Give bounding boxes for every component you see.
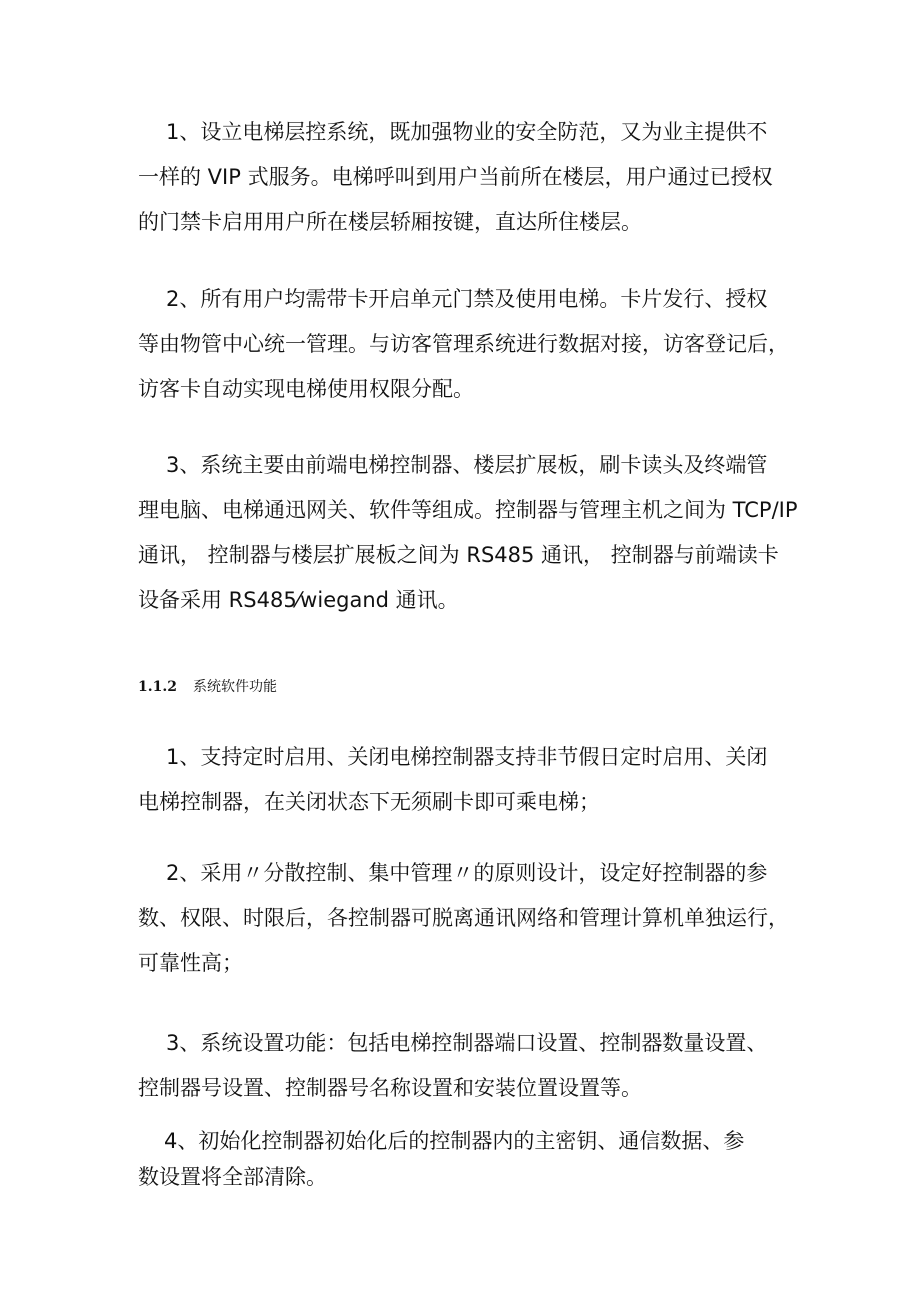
text-line: 等由物管中心统一管理。与访客管理系统进行数据对接，访客登记后， [138, 332, 789, 356]
text-line: 3、系统设置功能：包括电梯控制器端口设置、控制器数量设置、 [166, 1031, 768, 1055]
text-line: 电梯控制器，在关闭状态下无须刷卡即可乘电梯； [138, 790, 600, 814]
text-line: 1、设立电梯层控系统，既加强物业的安全防范，又为业主提供不 [166, 120, 768, 144]
text-line: 理电脑、电梯通迅网关、软件等组成。控制器与管理主机之间为 TCP/IP [138, 498, 798, 522]
text-line: 2、采用〃分散控制、集中管理〃的原则设计，设定好控制器的参 [166, 861, 768, 885]
paragraph-system-components [138, 443, 798, 623]
paragraph-distributed-control [138, 851, 798, 986]
text-line: 的门禁卡启用用户所在楼层轿厢按键，直达所住楼层。 [138, 210, 642, 234]
section-heading [138, 672, 277, 702]
text-line: 2、所有用户均需带卡开启单元门禁及使用电梯。卡片发行、授权 [166, 287, 768, 311]
text-line: 访客卡自动实现电梯使用权限分配。 [138, 377, 474, 401]
paragraph-floor-control [138, 110, 798, 245]
text-line: 数、权限、时限后，各控制器可脱离通讯网络和管理计算机单独运行， [138, 906, 789, 930]
text-line: 3、系统主要由前端电梯控制器、楼层扩展板，刷卡读头及终端管 [166, 453, 768, 477]
paragraph-system-settings [138, 1021, 798, 1111]
text-line: 设备采用 RS485⁄wiegand 通讯。 [138, 588, 459, 612]
text-line: 可靠性高； [138, 951, 243, 975]
text-line: 通讯， 控制器与楼层扩展板之间为 RS485 通讯， 控制器与前端读卡 [138, 543, 779, 567]
paragraph-timed-enable [138, 735, 798, 825]
section-title: 系统软件功能 [192, 679, 277, 695]
paragraph-initialization [138, 1123, 798, 1195]
text-line: 1、支持定时启用、关闭电梯控制器支持非节假日定时启用、关闭 [166, 745, 768, 769]
section-number: 1.1.2 [138, 679, 177, 695]
paragraph-card-access [138, 277, 798, 412]
text-line: 4、初始化控制器初始化后的控制器内的主密钥、通信数据、参 [164, 1129, 745, 1153]
text-line: 一样的 VIP 式服务。电梯呼叫到用户当前所在楼层，用户通过已授权 [138, 165, 773, 189]
text-line: 控制器号设置、控制器号名称设置和安装位置设置等。 [138, 1076, 642, 1100]
text-line: 数设置将全部清除。 [138, 1165, 327, 1189]
